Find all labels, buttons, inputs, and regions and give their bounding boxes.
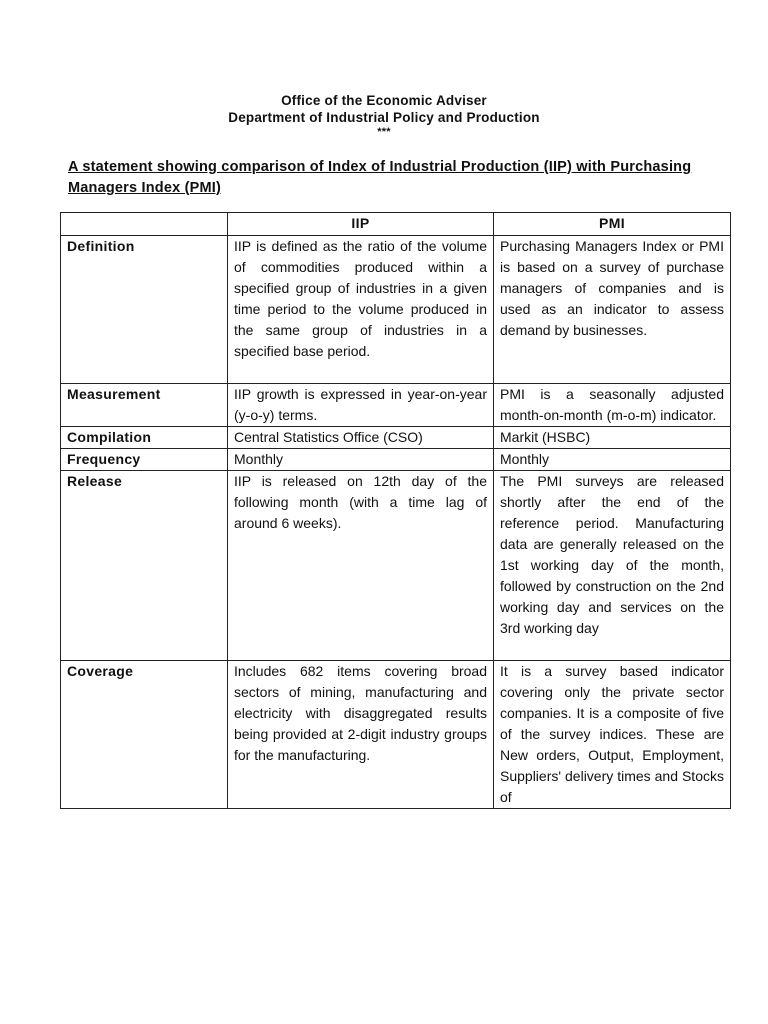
- iip-cell: Central Statistics Office (CSO): [228, 427, 494, 449]
- table-row-measurement: [61, 384, 731, 427]
- comparison-table: [60, 212, 731, 809]
- column-header-iip: IIP: [228, 213, 494, 236]
- iip-cell: Includes 682 items covering broad sectors of mining, manufacturing and electricity with disaggregated results being provided at 2-digit industry groups for the manufacturing.: [228, 661, 494, 809]
- row-label: Measurement: [61, 384, 228, 427]
- row-label: Coverage: [61, 661, 228, 809]
- row-label: Frequency: [61, 449, 228, 471]
- document-header: [0, 92, 768, 138]
- department-heading: Department of Industrial Policy and Production: [228, 110, 540, 125]
- pmi-cell: Markit (HSBC): [494, 427, 731, 449]
- pmi-cell: Purchasing Managers Index or PMI is based on a survey of purchase managers of companies and is used as an indicator to assess demand by businesses.: [494, 236, 731, 384]
- header-stars: ***: [377, 126, 391, 138]
- iip-cell: IIP growth is expressed in year-on-year (y-o-y) terms.: [228, 384, 494, 427]
- statement-title: A statement showing comparison of Index of Industrial Production (IIP) with Purchasing Managers Index (PMI): [68, 159, 692, 196]
- table-row-definition: [61, 236, 731, 384]
- pmi-cell: [494, 471, 731, 661]
- iip-cell: IIP is released on 12th day of the following month (with a time lag of around 6 weeks).: [228, 471, 494, 661]
- pmi-text: The PMI surveys are released shortly after the end of the reference period. Manufacturing data are generally released on the 1st working day of the month, followed by construction on the 2nd working day and services on the 3rd working day: [500, 473, 724, 636]
- table-row-coverage: [61, 661, 731, 809]
- pmi-cell: PMI is a seasonally adjusted month-on-month (m-o-m) indicator.: [494, 384, 731, 427]
- table-row-frequency: [61, 449, 731, 471]
- row-label: Definition: [61, 236, 228, 384]
- table-row-compilation: [61, 427, 731, 449]
- table-header-row: [61, 213, 731, 236]
- row-label: Release: [61, 471, 228, 661]
- office-heading: Office of the Economic Adviser: [281, 93, 487, 108]
- row-label: Compilation: [61, 427, 228, 449]
- column-header-pmi: PMI: [494, 213, 731, 236]
- iip-cell: [228, 236, 494, 384]
- pmi-cell: Monthly: [494, 449, 731, 471]
- iip-text: IIP is defined as the ratio of the volume of commodities produced within a specified group of industries in a given time period to the volume produced in the same group of industries in a specified base period.: [234, 238, 487, 359]
- table-row-release: [61, 471, 731, 661]
- pmi-cell: It is a survey based indicator covering only the private sector companies. It is a composite of five of the survey indices. These are New orders, Output, Employment, Suppliers' delivery times and Stocks of: [494, 661, 731, 809]
- column-header-blank: [61, 213, 228, 236]
- iip-cell: Monthly: [228, 449, 494, 471]
